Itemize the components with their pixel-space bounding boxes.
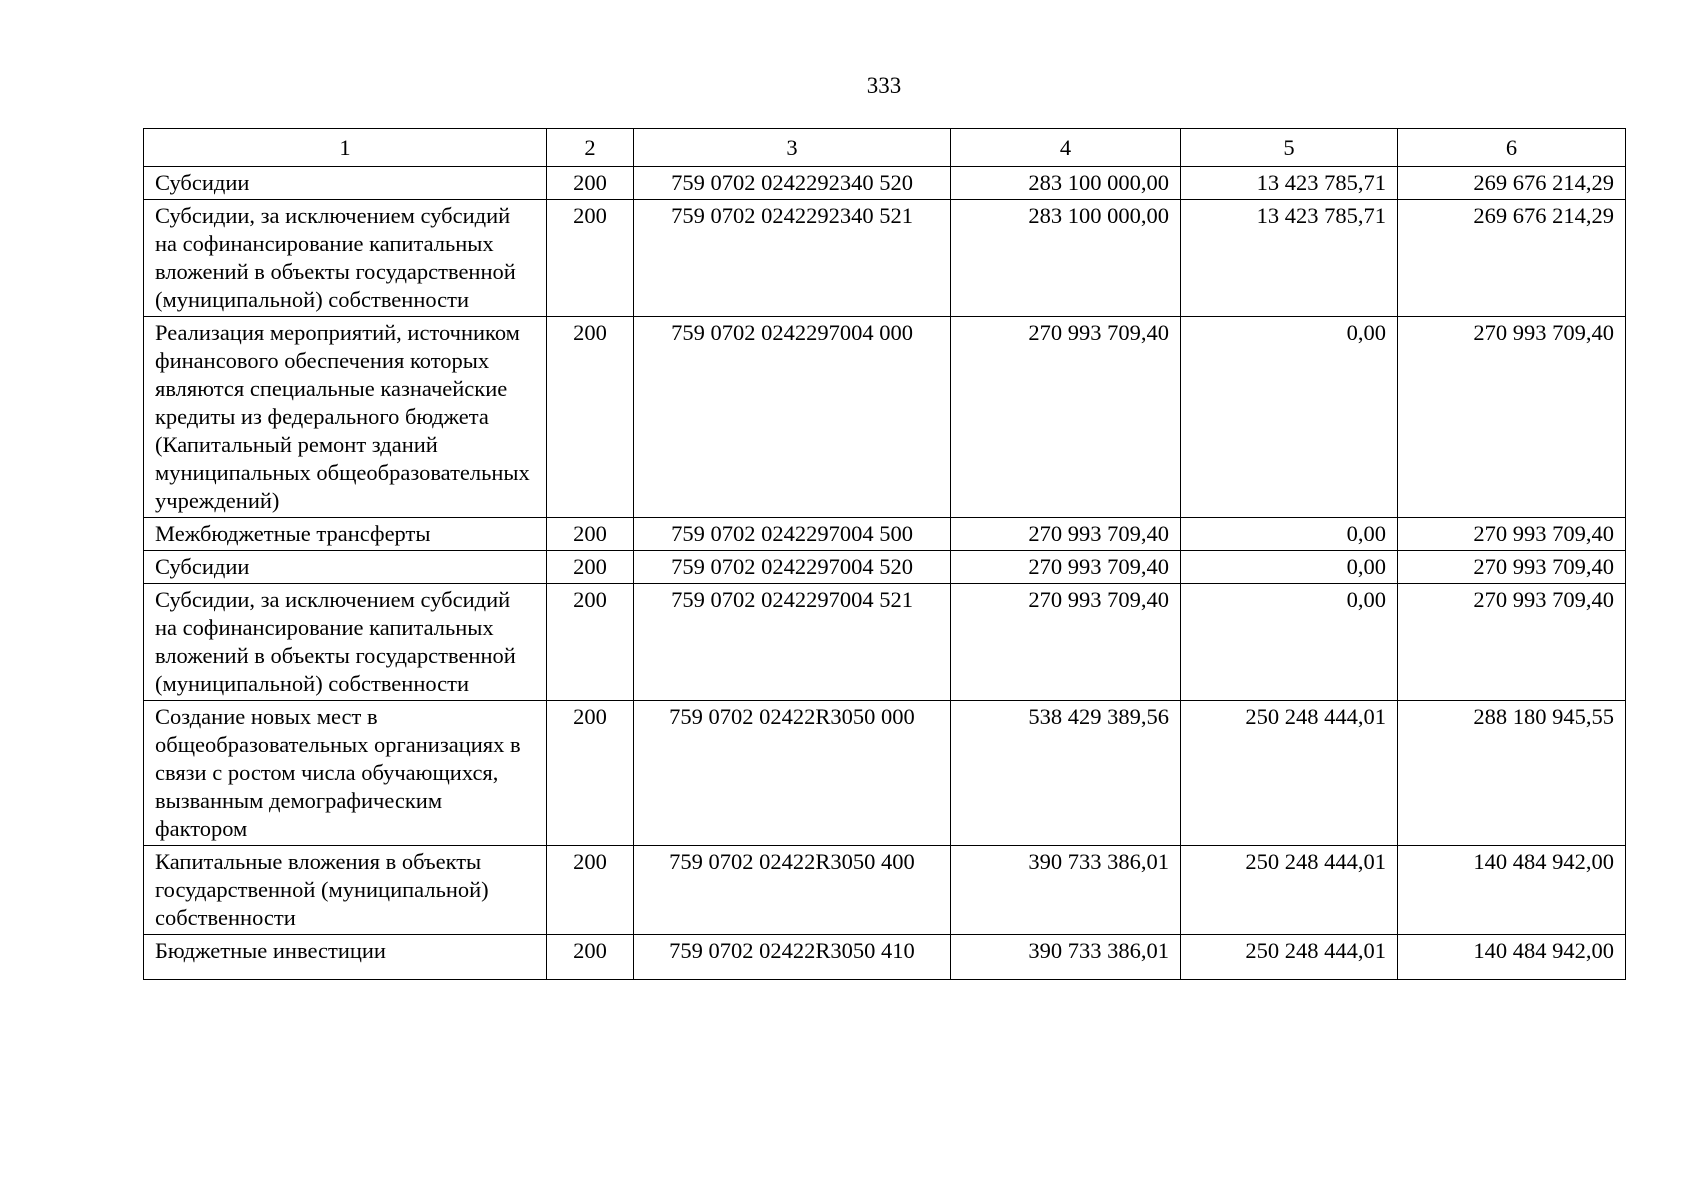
column-header-2: 2 xyxy=(547,129,634,167)
row-executed: 0,00 xyxy=(1181,551,1398,584)
table-row xyxy=(144,551,1626,584)
table-row xyxy=(144,584,1626,701)
column-header-5: 5 xyxy=(1181,129,1398,167)
row-executed: 250 248 444,01 xyxy=(1181,846,1398,935)
row-unexecuted: 269 676 214,29 xyxy=(1398,200,1626,317)
row-executed: 0,00 xyxy=(1181,518,1398,551)
row-name: Субсидии, за исключением субсидий на софинансирование капитальных вложений в объекты государственной (муниципальной) собственности xyxy=(144,584,547,701)
row-line-code: 200 xyxy=(547,200,634,317)
row-line-code: 200 xyxy=(547,518,634,551)
row-line-code: 200 xyxy=(547,701,634,846)
row-name: Субсидии xyxy=(144,551,547,584)
row-approved: 390 733 386,01 xyxy=(951,935,1181,980)
table-row xyxy=(144,846,1626,935)
table-row xyxy=(144,518,1626,551)
row-unexecuted: 140 484 942,00 xyxy=(1398,935,1626,980)
row-approved: 283 100 000,00 xyxy=(951,167,1181,200)
row-unexecuted: 270 993 709,40 xyxy=(1398,584,1626,701)
row-approved: 270 993 709,40 xyxy=(951,584,1181,701)
row-approved: 283 100 000,00 xyxy=(951,200,1181,317)
row-line-code: 200 xyxy=(547,167,634,200)
row-budget-code: 759 0702 02422R3050 000 xyxy=(634,701,951,846)
table-row xyxy=(144,317,1626,518)
row-executed: 250 248 444,01 xyxy=(1181,701,1398,846)
row-executed: 0,00 xyxy=(1181,584,1398,701)
row-line-code: 200 xyxy=(547,584,634,701)
row-unexecuted: 140 484 942,00 xyxy=(1398,846,1626,935)
row-approved: 270 993 709,40 xyxy=(951,551,1181,584)
row-line-code: 200 xyxy=(547,317,634,518)
row-budget-code: 759 0702 0242292340 520 xyxy=(634,167,951,200)
row-budget-code: 759 0702 02422R3050 400 xyxy=(634,846,951,935)
table-row xyxy=(144,935,1626,980)
table-row xyxy=(144,200,1626,317)
row-executed: 0,00 xyxy=(1181,317,1398,518)
row-executed: 250 248 444,01 xyxy=(1181,935,1398,980)
budget-execution-table xyxy=(143,128,1626,980)
row-name: Реализация мероприятий, источником финансового обеспечения которых являются специальные казначейские кредиты из федерального бюджета (Капитальный ремонт зданий муниципальных общеобразовательных учреждений) xyxy=(144,317,547,518)
row-executed: 13 423 785,71 xyxy=(1181,167,1398,200)
row-name: Бюджетные инвестиции xyxy=(144,935,547,980)
column-header-6: 6 xyxy=(1398,129,1626,167)
row-approved: 390 733 386,01 xyxy=(951,846,1181,935)
row-name: Капитальные вложения в объекты государственной (муниципальной) собственности xyxy=(144,846,547,935)
row-executed: 13 423 785,71 xyxy=(1181,200,1398,317)
row-approved: 270 993 709,40 xyxy=(951,317,1181,518)
column-header-3: 3 xyxy=(634,129,951,167)
row-name: Субсидии, за исключением субсидий на софинансирование капитальных вложений в объекты государственной (муниципальной) собственности xyxy=(144,200,547,317)
row-unexecuted: 270 993 709,40 xyxy=(1398,518,1626,551)
row-budget-code: 759 0702 0242297004 521 xyxy=(634,584,951,701)
row-approved: 538 429 389,56 xyxy=(951,701,1181,846)
row-name: Межбюджетные трансферты xyxy=(144,518,547,551)
row-line-code: 200 xyxy=(547,551,634,584)
row-name: Создание новых мест в общеобразовательных организациях в связи с ростом числа обучающихся, вызванным демографическим фактором xyxy=(144,701,547,846)
row-unexecuted: 269 676 214,29 xyxy=(1398,167,1626,200)
column-header-1: 1 xyxy=(144,129,547,167)
table-row xyxy=(144,167,1626,200)
row-unexecuted: 288 180 945,55 xyxy=(1398,701,1626,846)
row-budget-code: 759 0702 0242297004 520 xyxy=(634,551,951,584)
row-line-code: 200 xyxy=(547,935,634,980)
row-budget-code: 759 0702 0242297004 500 xyxy=(634,518,951,551)
row-budget-code: 759 0702 0242292340 521 xyxy=(634,200,951,317)
header-row xyxy=(144,129,1626,167)
row-unexecuted: 270 993 709,40 xyxy=(1398,317,1626,518)
row-unexecuted: 270 993 709,40 xyxy=(1398,551,1626,584)
page-number: 333 xyxy=(866,73,902,98)
table-row xyxy=(144,701,1626,846)
row-name: Субсидии xyxy=(144,167,547,200)
row-budget-code: 759 0702 02422R3050 410 xyxy=(634,935,951,980)
row-budget-code: 759 0702 0242297004 000 xyxy=(634,317,951,518)
column-header-4: 4 xyxy=(951,129,1181,167)
row-line-code: 200 xyxy=(547,846,634,935)
row-approved: 270 993 709,40 xyxy=(951,518,1181,551)
